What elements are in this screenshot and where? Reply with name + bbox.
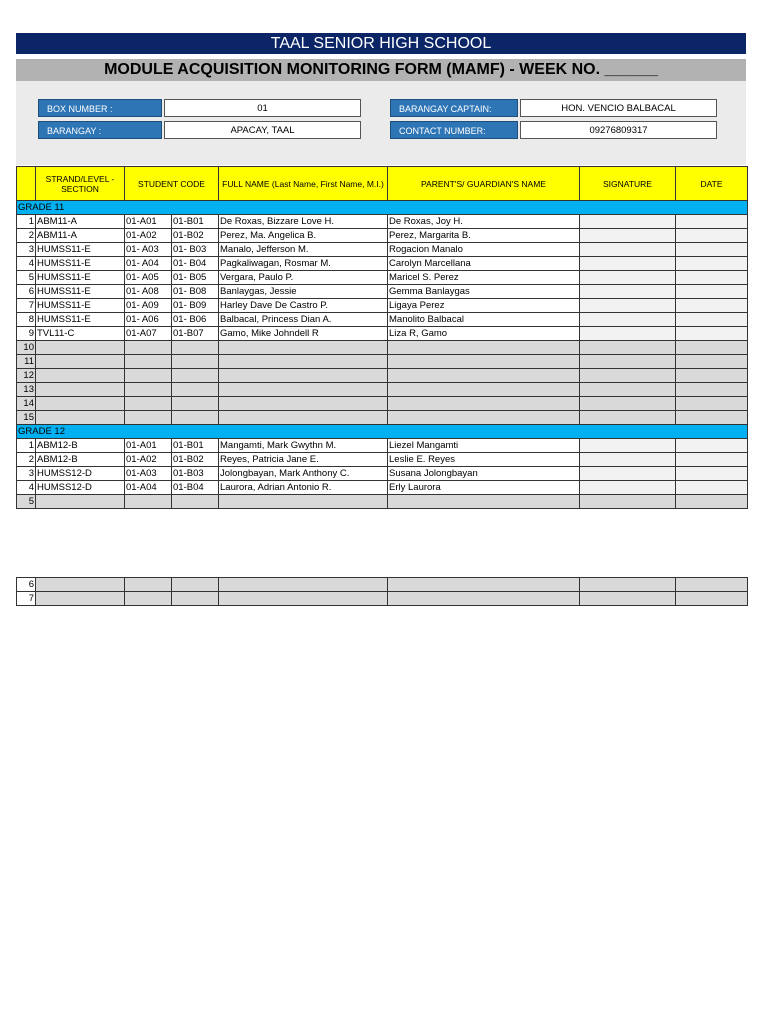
table-row — [17, 271, 748, 285]
signature-cell[interactable] — [580, 271, 676, 285]
barangay-captain-field[interactable]: HON. VENCIO BALBACAL — [520, 99, 717, 117]
student-code-b-cell[interactable] — [172, 383, 219, 397]
contact-number-label: CONTACT NUMBER: — [390, 121, 518, 139]
full-name-cell[interactable] — [219, 369, 388, 383]
student-code-b-cell[interactable] — [172, 369, 219, 383]
acquisition-table-continued — [16, 577, 748, 606]
box-number-label: BOX NUMBER : — [38, 99, 162, 117]
strand-cell[interactable] — [36, 355, 125, 369]
full-name-cell: Mangamti, Mark Gwythn M. — [219, 439, 388, 453]
empty-table-row — [17, 369, 748, 383]
student-code-a-cell: 01-A07 — [125, 327, 172, 341]
strand-cell[interactable] — [36, 592, 125, 606]
full-name-cell: Manalo, Jefferson M. — [219, 243, 388, 257]
table-row — [17, 453, 748, 467]
student-code-b-cell[interactable] — [172, 578, 219, 592]
date-cell[interactable] — [676, 341, 748, 355]
barangay-label: BARANGAY : — [38, 121, 162, 139]
strand-cell[interactable] — [36, 369, 125, 383]
row-number: 7 — [17, 299, 36, 313]
row-number: 4 — [17, 481, 36, 495]
date-cell[interactable] — [676, 355, 748, 369]
full-name-cell: Balbacal, Princess Dian A. — [219, 313, 388, 327]
student-code-a-cell: 01- A08 — [125, 285, 172, 299]
student-code-a-cell[interactable] — [125, 397, 172, 411]
grade11-section-row — [17, 201, 748, 215]
student-code-b-cell[interactable] — [172, 355, 219, 369]
parent-name-cell[interactable] — [388, 578, 580, 592]
row-number: 14 — [17, 397, 36, 411]
strand-cell: HUMSS11-E — [36, 271, 125, 285]
empty-table-row — [17, 341, 748, 355]
full-name-cell: Pagkaliwagan, Rosmar M. — [219, 257, 388, 271]
student-code-b-cell[interactable] — [172, 592, 219, 606]
signature-cell[interactable] — [580, 299, 676, 313]
date-cell[interactable] — [676, 411, 748, 425]
parent-name-cell[interactable] — [388, 397, 580, 411]
date-cell[interactable] — [676, 383, 748, 397]
student-code-a-cell: 01-A01 — [125, 439, 172, 453]
student-code-a-cell: 01- A09 — [125, 299, 172, 313]
row-number: 5 — [17, 271, 36, 285]
strand-cell: TVL11-C — [36, 327, 125, 341]
parent-name-cell[interactable] — [388, 495, 580, 509]
strand-cell: HUMSS12-D — [36, 481, 125, 495]
box-number-field[interactable]: 01 — [164, 99, 361, 117]
parent-name-cell: Maricel S. Perez — [388, 271, 580, 285]
table-header-row — [17, 167, 748, 201]
parent-name-cell: Gemma Banlaygas — [388, 285, 580, 299]
signature-cell[interactable] — [580, 453, 676, 467]
school-title: TAAL SENIOR HIGH SCHOOL — [16, 33, 746, 54]
signature-cell[interactable] — [580, 215, 676, 229]
signature-cell[interactable] — [580, 397, 676, 411]
table-row — [17, 257, 748, 271]
empty-table-row — [17, 578, 748, 592]
table-row — [17, 299, 748, 313]
table-row — [17, 439, 748, 453]
signature-cell[interactable] — [580, 495, 676, 509]
full-name-cell[interactable] — [219, 495, 388, 509]
row-number: 11 — [17, 355, 36, 369]
strand-cell: HUMSS11-E — [36, 313, 125, 327]
full-name-cell: Banlaygas, Jessie — [219, 285, 388, 299]
table-row — [17, 215, 748, 229]
table-row — [17, 243, 748, 257]
parent-name-cell: Manolito Balbacal — [388, 313, 580, 327]
strand-cell: HUMSS11-E — [36, 257, 125, 271]
full-name-cell[interactable] — [219, 578, 388, 592]
parent-name-cell: Susana Jolongbayan — [388, 467, 580, 481]
date-cell[interactable] — [676, 495, 748, 509]
row-number: 6 — [17, 285, 36, 299]
empty-table-row — [17, 592, 748, 606]
student-code-b-cell[interactable] — [172, 495, 219, 509]
grade12-label: GRADE 12 — [17, 425, 748, 439]
student-code-a-cell: 01-A01 — [125, 215, 172, 229]
date-cell[interactable] — [676, 229, 748, 243]
signature-cell[interactable] — [580, 257, 676, 271]
full-name-cell[interactable] — [219, 341, 388, 355]
row-number: 12 — [17, 369, 36, 383]
student-code-a-cell: 01- A06 — [125, 313, 172, 327]
parent-name-cell: Liza R, Gamo — [388, 327, 580, 341]
student-code-b-cell: 01-B03 — [172, 467, 219, 481]
row-number: 3 — [17, 467, 36, 481]
date-cell[interactable] — [676, 467, 748, 481]
table-row — [17, 313, 748, 327]
parent-name-cell[interactable] — [388, 369, 580, 383]
empty-table-row — [17, 355, 748, 369]
parent-name-cell[interactable] — [388, 355, 580, 369]
full-name-cell[interactable] — [219, 411, 388, 425]
full-name-cell: De Roxas, Bizzare Love H. — [219, 215, 388, 229]
student-code-b-cell: 01-B02 — [172, 453, 219, 467]
parent-name-cell: Rogacion Manalo — [388, 243, 580, 257]
row-number: 2 — [17, 453, 36, 467]
grade12-section-row — [17, 425, 748, 439]
date-cell[interactable] — [676, 313, 748, 327]
parent-name-cell: Perez, Margarita B. — [388, 229, 580, 243]
signature-cell[interactable] — [580, 592, 676, 606]
strand-cell: ABM11-A — [36, 229, 125, 243]
full-name-cell: Vergara, Paulo P. — [219, 271, 388, 285]
student-code-a-cell: 01-A03 — [125, 467, 172, 481]
parent-name-cell[interactable] — [388, 411, 580, 425]
strand-cell[interactable] — [36, 341, 125, 355]
date-cell[interactable] — [676, 453, 748, 467]
strand-cell: HUMSS12-D — [36, 467, 125, 481]
strand-cell[interactable] — [36, 578, 125, 592]
signature-cell[interactable] — [580, 578, 676, 592]
student-code-a-cell[interactable] — [125, 592, 172, 606]
signature-cell[interactable] — [580, 411, 676, 425]
signature-cell[interactable] — [580, 439, 676, 453]
student-code-b-cell: 01-B01 — [172, 215, 219, 229]
student-code-b-cell[interactable] — [172, 397, 219, 411]
strand-cell[interactable] — [36, 495, 125, 509]
student-code-b-cell: 01- B03 — [172, 243, 219, 257]
signature-cell[interactable] — [580, 285, 676, 299]
student-code-b-cell: 01- B08 — [172, 285, 219, 299]
student-code-b-cell: 01-B02 — [172, 229, 219, 243]
date-cell[interactable] — [676, 285, 748, 299]
table-row — [17, 285, 748, 299]
signature-cell[interactable] — [580, 313, 676, 327]
date-cell[interactable] — [676, 578, 748, 592]
student-code-header: STUDENT CODE — [125, 167, 219, 201]
parent-name-cell: De Roxas, Joy H. — [388, 215, 580, 229]
full-name-cell[interactable] — [219, 355, 388, 369]
row-number: 10 — [17, 341, 36, 355]
student-code-b-cell: 01-B07 — [172, 327, 219, 341]
strand-cell: HUMSS11-E — [36, 285, 125, 299]
full-name-cell: Harley Dave De Castro P. — [219, 299, 388, 313]
parent-name-cell[interactable] — [388, 383, 580, 397]
strand-cell[interactable] — [36, 397, 125, 411]
student-code-b-cell: 01-B01 — [172, 439, 219, 453]
student-code-a-cell[interactable] — [125, 355, 172, 369]
strand-cell[interactable] — [36, 383, 125, 397]
date-cell[interactable] — [676, 243, 748, 257]
row-number: 4 — [17, 257, 36, 271]
date-cell[interactable] — [676, 271, 748, 285]
signature-header: SIGNATURE — [580, 167, 676, 201]
full-name-cell: Gamo, Mike Johndell R — [219, 327, 388, 341]
full-name-cell: Laurora, Adrian Antonio R. — [219, 481, 388, 495]
table-row — [17, 481, 748, 495]
date-cell[interactable] — [676, 299, 748, 313]
row-number: 7 — [17, 592, 36, 606]
table-row — [17, 327, 748, 341]
signature-cell[interactable] — [580, 481, 676, 495]
date-cell[interactable] — [676, 439, 748, 453]
row-number: 5 — [17, 495, 36, 509]
full-name-cell: Perez, Ma. Angelica B. — [219, 229, 388, 243]
student-code-a-cell[interactable] — [125, 578, 172, 592]
acquisition-table — [16, 166, 748, 509]
student-code-a-cell: 01-A02 — [125, 453, 172, 467]
parent-name-cell: Liezel Mangamti — [388, 439, 580, 453]
row-number-header — [17, 167, 36, 201]
contact-number-field[interactable]: 09276809317 — [520, 121, 717, 139]
signature-cell[interactable] — [580, 369, 676, 383]
empty-table-row — [17, 411, 748, 425]
student-code-a-cell[interactable] — [125, 495, 172, 509]
row-number: 15 — [17, 411, 36, 425]
full-name-header: FULL NAME (Last Name, First Name, M.I.) — [219, 167, 388, 201]
signature-cell[interactable] — [580, 341, 676, 355]
student-code-b-cell: 01- B06 — [172, 313, 219, 327]
strand-header: STRAND/LEVEL -SECTION — [36, 167, 125, 201]
date-cell[interactable] — [676, 592, 748, 606]
student-code-a-cell: 01- A03 — [125, 243, 172, 257]
barangay-captain-label: BARANGAY CAPTAIN: — [390, 99, 518, 117]
date-cell[interactable] — [676, 397, 748, 411]
strand-cell: ABM12-B — [36, 453, 125, 467]
row-number: 1 — [17, 439, 36, 453]
student-code-a-cell[interactable] — [125, 369, 172, 383]
date-cell[interactable] — [676, 481, 748, 495]
student-code-a-cell: 01- A05 — [125, 271, 172, 285]
student-code-a-cell: 01-A02 — [125, 229, 172, 243]
student-code-b-cell: 01-B04 — [172, 481, 219, 495]
student-code-b-cell: 01- B05 — [172, 271, 219, 285]
signature-cell[interactable] — [580, 355, 676, 369]
row-number: 3 — [17, 243, 36, 257]
grade11-label: GRADE 11 — [17, 201, 748, 215]
date-cell[interactable] — [676, 327, 748, 341]
student-code-a-cell: 01-A04 — [125, 481, 172, 495]
date-cell[interactable] — [676, 215, 748, 229]
row-number: 9 — [17, 327, 36, 341]
strand-cell[interactable] — [36, 411, 125, 425]
form-title: MODULE ACQUISITION MONITORING FORM (MAMF) - WEEK NO. ______ — [16, 59, 746, 81]
student-code-b-cell: 01- B09 — [172, 299, 219, 313]
empty-table-row — [17, 383, 748, 397]
student-code-a-cell[interactable] — [125, 341, 172, 355]
student-code-a-cell[interactable] — [125, 383, 172, 397]
parent-name-cell[interactable] — [388, 592, 580, 606]
row-number: 1 — [17, 215, 36, 229]
parent-header: PARENT'S/ GUARDIAN'S NAME — [388, 167, 580, 201]
student-code-a-cell[interactable] — [125, 411, 172, 425]
strand-cell: ABM12-B — [36, 439, 125, 453]
row-number: 8 — [17, 313, 36, 327]
row-number: 2 — [17, 229, 36, 243]
signature-cell[interactable] — [580, 243, 676, 257]
row-number: 6 — [17, 578, 36, 592]
strand-cell: ABM11-A — [36, 215, 125, 229]
full-name-cell[interactable] — [219, 397, 388, 411]
empty-table-row — [17, 397, 748, 411]
full-name-cell: Jolongbayan, Mark Anthony C. — [219, 467, 388, 481]
student-code-a-cell: 01- A04 — [125, 257, 172, 271]
signature-cell[interactable] — [580, 327, 676, 341]
row-number: 13 — [17, 383, 36, 397]
date-header: DATE — [676, 167, 748, 201]
student-code-b-cell: 01- B04 — [172, 257, 219, 271]
parent-name-cell[interactable] — [388, 341, 580, 355]
parent-name-cell: Ligaya Perez — [388, 299, 580, 313]
signature-cell[interactable] — [580, 383, 676, 397]
full-name-cell[interactable] — [219, 592, 388, 606]
signature-cell[interactable] — [580, 229, 676, 243]
parent-name-cell: Leslie E. Reyes — [388, 453, 580, 467]
table-row — [17, 229, 748, 243]
strand-cell: HUMSS11-E — [36, 299, 125, 313]
full-name-cell[interactable] — [219, 383, 388, 397]
table-row — [17, 467, 748, 481]
parent-name-cell: Carolyn Marcellana — [388, 257, 580, 271]
empty-table-row — [17, 495, 748, 509]
signature-cell[interactable] — [580, 467, 676, 481]
date-cell[interactable] — [676, 369, 748, 383]
student-code-b-cell[interactable] — [172, 341, 219, 355]
full-name-cell: Reyes, Patricia Jane E. — [219, 453, 388, 467]
parent-name-cell: Erly Laurora — [388, 481, 580, 495]
barangay-field[interactable]: APACAY, TAAL — [164, 121, 361, 139]
student-code-b-cell[interactable] — [172, 411, 219, 425]
strand-cell: HUMSS11-E — [36, 243, 125, 257]
date-cell[interactable] — [676, 257, 748, 271]
